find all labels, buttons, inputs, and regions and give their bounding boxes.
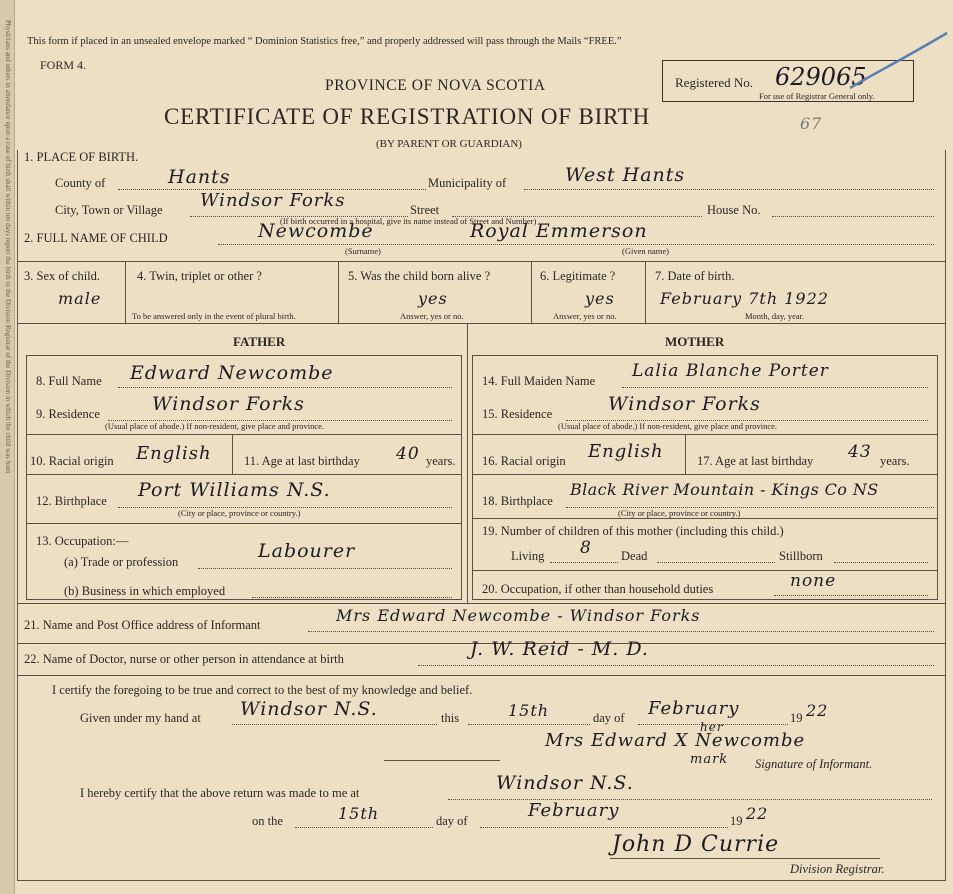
father-age-value: 40 bbox=[396, 444, 420, 464]
rule-certify-top bbox=[17, 675, 946, 676]
business-line bbox=[252, 597, 452, 598]
registered-number: 629065 bbox=[775, 63, 867, 91]
registrar-year-value: 22 bbox=[746, 804, 769, 823]
father-years: years. bbox=[426, 454, 456, 468]
certify-statement: I certify the foregoing to be true and correct to the best of my knowledge and belief. bbox=[52, 683, 473, 697]
child-name-label: 2. FULL NAME OF CHILD bbox=[24, 231, 168, 245]
father-birthplace-note: (City or place, province or country.) bbox=[178, 508, 301, 518]
municipality-label: Municipality of bbox=[428, 176, 507, 190]
certificate-title: CERTIFICATE OF REGISTRATION OF BIRTH bbox=[164, 104, 651, 129]
frame-left bbox=[17, 150, 18, 880]
given-year-value: 22 bbox=[806, 701, 829, 720]
registrar-place-value: Windsor N.S. bbox=[496, 772, 634, 794]
twin-note: To be answered only in the event of plural birth. bbox=[132, 311, 296, 321]
father-heading: FATHER bbox=[233, 334, 286, 349]
father-name-value: Edward Newcombe bbox=[130, 362, 334, 384]
registrar-label: Division Registrar. bbox=[790, 862, 885, 876]
binding-edge bbox=[0, 0, 15, 894]
father-residence-value: Windsor Forks bbox=[152, 393, 305, 415]
mother-heading: MOTHER bbox=[665, 334, 725, 349]
father-race-value: English bbox=[136, 443, 212, 464]
business-label: (b) Business in which employed bbox=[64, 584, 226, 598]
mother-birthplace-label: 18. Birthplace bbox=[482, 494, 553, 508]
form-number: FORM 4. bbox=[40, 58, 87, 72]
mother-name-label: 14. Full Maiden Name bbox=[482, 374, 596, 388]
given-dayof-label: day of bbox=[593, 711, 625, 725]
this-label: this bbox=[441, 711, 460, 725]
edge-text: Physicians and others in attendance upon a case of birth shall within ten days report the birth to the Division Registrar of the Division in which the child was born bbox=[4, 20, 12, 474]
dob-note: Month, day, year. bbox=[745, 311, 805, 321]
dead-label: Dead bbox=[621, 549, 648, 563]
mother-race-label: 16. Racial origin bbox=[482, 454, 566, 468]
place-of-birth-heading: 1. PLACE OF BIRTH. bbox=[24, 150, 139, 164]
father-occupation-label: 13. Occupation:— bbox=[36, 534, 129, 548]
house-line bbox=[772, 216, 934, 217]
divider-5-6 bbox=[531, 261, 532, 323]
dob-value: February 7th 1922 bbox=[660, 289, 829, 308]
mother-birthplace-value: Black River Mountain - Kings Co NS bbox=[570, 480, 879, 499]
stillborn-label: Stillborn bbox=[779, 549, 823, 563]
given-month-value: February bbox=[648, 698, 740, 719]
given-place-value: Windsor N.S. bbox=[240, 698, 378, 720]
father-name-line bbox=[118, 387, 452, 388]
registrar-statement: I hereby certify that the above return was made to me at bbox=[80, 786, 360, 800]
living-value: 8 bbox=[580, 538, 592, 558]
twin-label: 4. Twin, triplet or other ? bbox=[137, 269, 262, 283]
signature-her: her bbox=[700, 720, 724, 734]
house-label: House No. bbox=[707, 203, 761, 217]
city-value: Windsor Forks bbox=[200, 190, 346, 211]
mother-years: years. bbox=[880, 454, 910, 468]
child-name-line bbox=[218, 244, 934, 245]
signature-mark: mark bbox=[690, 752, 729, 767]
rule-informant-top bbox=[17, 603, 946, 604]
postal-notice: This form if placed in an unsealed envelope marked “ Dominion Statistics free,” and properly addressed will pass through the Mails “FREE.” bbox=[27, 36, 622, 47]
signature-left-rule bbox=[384, 760, 500, 761]
informant-value: Mrs Edward Newcombe - Windsor Forks bbox=[336, 606, 701, 625]
registrar-month-line bbox=[480, 827, 728, 828]
alive-value: yes bbox=[418, 289, 448, 308]
mother-age-value: 43 bbox=[848, 442, 872, 462]
mother-age-label: 17. Age at last birthday bbox=[697, 454, 814, 468]
legitimate-label: 6. Legitimate ? bbox=[540, 269, 616, 283]
mother-occupation-label: 20. Occupation, if other than household duties bbox=[482, 582, 714, 596]
registrar-day-line bbox=[295, 827, 433, 828]
mother-name-value: Lalia Blanche Porter bbox=[632, 361, 829, 381]
father-birthplace-value: Port Williams N.S. bbox=[138, 479, 331, 501]
doctor-label: 22. Name of Doctor, nurse or other person in attendance at birth bbox=[24, 652, 344, 666]
sex-label: 3. Sex of child. bbox=[24, 269, 101, 283]
street-label: Street bbox=[410, 203, 440, 217]
mother-residence-value: Windsor Forks bbox=[608, 393, 761, 415]
stillborn-line bbox=[834, 562, 928, 563]
registrar-month-value: February bbox=[528, 800, 620, 821]
trade-label: (a) Trade or profession bbox=[64, 555, 179, 569]
father-name-label: 8. Full Name bbox=[36, 374, 102, 388]
legitimate-value: yes bbox=[585, 289, 615, 308]
registrar-day-value: 15th bbox=[338, 804, 380, 823]
certificate-subtitle: (BY PARENT OR GUARDIAN) bbox=[376, 138, 522, 150]
living-line bbox=[550, 562, 618, 563]
trade-line bbox=[198, 568, 452, 569]
registrar-place-line bbox=[448, 799, 932, 800]
rule-detail-top bbox=[17, 261, 946, 262]
father-residence-label: 9. Residence bbox=[36, 407, 100, 421]
mother-occupation-line bbox=[774, 595, 928, 596]
surname-note: (Surname) bbox=[345, 246, 381, 256]
mother-rule-4 bbox=[472, 570, 938, 571]
registrar-dayof-label: day of bbox=[436, 814, 468, 828]
living-label: Living bbox=[511, 549, 545, 563]
children-label: 19. Number of children of this mother (including this child.) bbox=[482, 524, 784, 538]
registered-label: Registered No. bbox=[675, 75, 753, 90]
blue-pen-stroke bbox=[845, 28, 950, 103]
city-label: City, Town or Village bbox=[55, 203, 163, 217]
mother-age-divider bbox=[685, 434, 686, 474]
divider-6-7 bbox=[645, 261, 646, 323]
informant-signature: Mrs Edward X Newcombe bbox=[545, 730, 806, 751]
father-race-label: 10. Racial origin bbox=[30, 454, 114, 468]
given-day-value: 15th bbox=[508, 701, 550, 720]
given-name-note: (Given name) bbox=[622, 246, 669, 256]
street-note: (If birth occurred in a hospital, give its name instead of Street and Number) bbox=[280, 216, 537, 226]
mother-rule-2 bbox=[472, 474, 938, 475]
sex-value: male bbox=[58, 289, 102, 308]
informant-signature-label: Signature of Informant. bbox=[755, 757, 873, 771]
mother-rule-1 bbox=[472, 434, 938, 435]
legitimate-note: Answer, yes or no. bbox=[553, 311, 617, 321]
doctor-line bbox=[418, 665, 934, 666]
alive-label: 5. Was the child born alive ? bbox=[348, 269, 491, 283]
dead-line bbox=[657, 562, 775, 563]
father-age-label: 11. Age at last birthday bbox=[244, 454, 360, 468]
given-year-prefix: 19 bbox=[790, 711, 803, 725]
mother-rule-3 bbox=[472, 518, 938, 519]
doctor-value: J. W. Reid - M. D. bbox=[470, 638, 649, 660]
child-given-name: Royal Emmerson bbox=[470, 220, 648, 242]
father-age-divider bbox=[232, 434, 233, 474]
father-rule-3 bbox=[26, 523, 462, 524]
trade-value: Labourer bbox=[258, 540, 356, 562]
province-heading: PROVINCE OF NOVA SCOTIA bbox=[325, 77, 546, 94]
informant-line bbox=[308, 631, 934, 632]
mother-residence-note: (Usual place of abode.) If non-resident, give place and province. bbox=[558, 421, 778, 431]
county-label: County of bbox=[55, 176, 106, 190]
father-residence-note: (Usual place of abode.) If non-resident, give place and province. bbox=[105, 421, 325, 431]
given-day-line bbox=[468, 724, 590, 725]
mother-birthplace-note: (City or place, province or country.) bbox=[618, 508, 741, 518]
father-rule-1 bbox=[26, 434, 462, 435]
municipality-value: West Hants bbox=[565, 164, 686, 186]
divider-4-5 bbox=[338, 261, 339, 323]
frame-right bbox=[945, 150, 946, 880]
registrar-signature-rule bbox=[610, 858, 880, 859]
father-birthplace-label: 12. Birthplace bbox=[36, 494, 107, 508]
mother-residence-label: 15. Residence bbox=[482, 407, 553, 421]
mother-race-value: English bbox=[588, 441, 664, 462]
registrar-year-prefix: 19 bbox=[730, 814, 743, 828]
county-value: Hants bbox=[168, 166, 231, 188]
alive-note: Answer, yes or no. bbox=[400, 311, 464, 321]
father-rule-2 bbox=[26, 474, 462, 475]
frame-bottom bbox=[17, 880, 946, 881]
parent-divider bbox=[467, 323, 468, 603]
divider-3-4 bbox=[125, 261, 126, 323]
registrar-signature: John D Currie bbox=[612, 832, 780, 857]
dob-label: 7. Date of birth. bbox=[655, 269, 735, 283]
given-label: Given under my hand at bbox=[80, 711, 201, 725]
on-the-label: on the bbox=[252, 814, 283, 828]
informant-label: 21. Name and Post Office address of Informant bbox=[24, 618, 261, 632]
corner-mark: 67 bbox=[800, 114, 823, 133]
registrar-note: For use of Registrar General only. bbox=[759, 91, 875, 101]
rule-detail-bottom bbox=[17, 323, 946, 324]
child-surname: Newcombe bbox=[258, 220, 374, 242]
mother-name-line bbox=[622, 387, 928, 388]
municipality-line bbox=[524, 189, 934, 190]
mother-occupation-value: none bbox=[790, 571, 837, 591]
given-place-line bbox=[232, 724, 437, 725]
